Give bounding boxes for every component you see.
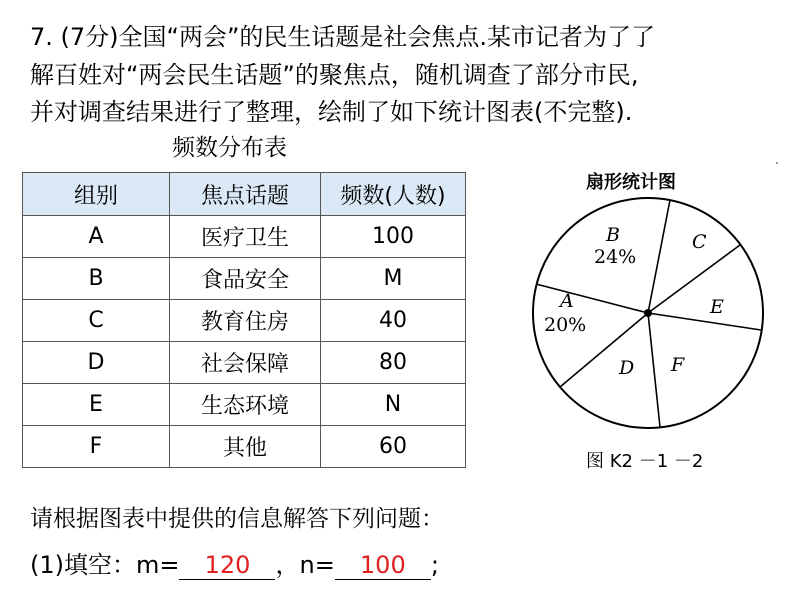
cell-topic: 其他 [170, 426, 321, 468]
cell-group: B [23, 258, 170, 300]
table-row [23, 258, 466, 300]
answer-suffix: ; [430, 551, 439, 579]
header-topic: 焦点话题 [170, 173, 321, 216]
cell-group: E [23, 384, 170, 426]
answer-separator: ，n= [275, 551, 335, 579]
cell-frequency: N [321, 384, 466, 426]
label-b: B [606, 224, 620, 246]
stray-dot [776, 162, 778, 164]
label-d: D [619, 357, 635, 379]
problem-text-line-3: 并对调查结果进行了整理，绘制了如下统计图表(不完整). [30, 98, 633, 126]
table-header-row [23, 173, 466, 216]
cell-group: D [23, 342, 170, 384]
answer-blank-m [179, 551, 275, 580]
frequency-table [22, 172, 466, 468]
cell-group: C [23, 300, 170, 342]
answer-m-value: 120 [204, 551, 251, 579]
cell-group: A [23, 216, 170, 258]
label-c: C [692, 231, 707, 253]
pie-chart-title: 扇形统计图 [586, 172, 676, 193]
table-title: 频数分布表 [172, 135, 287, 161]
answer-line [30, 545, 439, 580]
cell-frequency: 60 [321, 426, 466, 468]
problem-text-line-2: 解百姓对“两会民生话题”的聚焦点，随机调查了部分市民, [30, 61, 639, 89]
answer-n-value: 100 [359, 551, 406, 579]
cell-frequency: 40 [321, 300, 466, 342]
cell-frequency: 100 [321, 216, 466, 258]
table-row [23, 300, 466, 342]
table-row [23, 342, 466, 384]
pie-chart [520, 195, 776, 437]
header-frequency: 频数(人数) [321, 173, 466, 216]
label-f: F [671, 354, 685, 376]
cell-frequency: 80 [321, 342, 466, 384]
cell-topic: 食品安全 [170, 258, 321, 300]
cell-topic: 医疗卫生 [170, 216, 321, 258]
cell-group: F [23, 426, 170, 468]
header-group: 组别 [23, 173, 170, 216]
figure-caption: 图 K2 －1 －2 [586, 451, 704, 472]
pie-center [644, 309, 652, 317]
table-row [23, 384, 466, 426]
problem-text-line-1: 7. (7分)全国“两会”的民生话题是社会焦点.某市记者为了了 [30, 23, 656, 51]
label-e: E [710, 296, 724, 318]
label-b-percent: 24% [594, 246, 637, 268]
answer-prefix: (1)填空：m= [30, 551, 180, 579]
answer-blank-n [335, 551, 431, 580]
table-row [23, 216, 466, 258]
label-a: A [560, 290, 574, 312]
cell-topic: 教育住房 [170, 300, 321, 342]
label-a-percent: 20% [544, 314, 587, 336]
cell-topic: 生态环境 [170, 384, 321, 426]
table-row [23, 426, 466, 468]
cell-topic: 社会保障 [170, 342, 321, 384]
cell-frequency: M [321, 258, 466, 300]
question-prompt: 请根据图表中提供的信息解答下列问题： [30, 506, 444, 532]
